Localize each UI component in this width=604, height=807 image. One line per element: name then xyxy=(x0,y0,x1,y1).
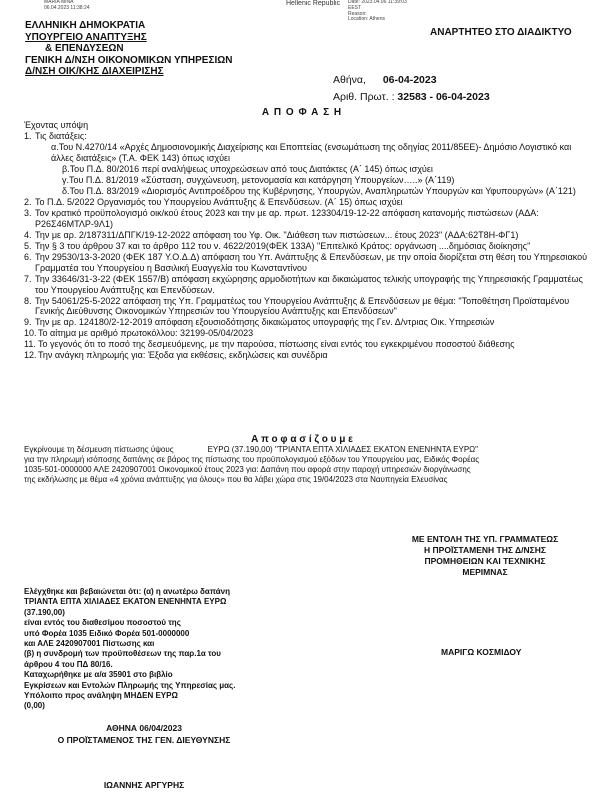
list-item: 2. Το Π.Δ. 5/2022 Οργανισμός του Υπουργείου Ανάπτυξης & Επενδύσεων. (Α΄ 15) όπως ισχύει xyxy=(24,196,403,207)
bottom-city-date: ΑΘΗΝΑ 06/04/2023 xyxy=(106,723,182,733)
verify-line: άρθρου 4 του ΠΔ 80/16. xyxy=(24,659,113,669)
decision-line: ΕΥΡΩ (37.190,00) "ΤΡΙΑΝΤΑ ΕΠΤΑ ΧΙΛΙΑΔΕΣ ΕΚΑΤΟΝ ΕΝΕΝΗΝΤΑ ΕΥΡΩ" xyxy=(207,445,478,454)
order-block xyxy=(380,534,590,578)
order-line: Η ΠΡΟΪΣΤΑΜΕΝΗ ΤΗΣ Δ/ΝΣΗΣ xyxy=(424,545,546,555)
list-item: 9. Την με αρ. 124180/2-12-2019 απόφαση εξουσιοδότησης δικαιώματος υπογραφής της Γεν. Δ/ντριας Οικ. Υπηρεσιών xyxy=(24,317,495,328)
verify-line: (0,00) xyxy=(24,701,45,711)
sub-item: α.Του Ν.4270/14 «Αρχές Δημοσιονομικής Διαχείρισης και Εποπτείας (ενσωμάτωση της οδηγίας 2011/85ΕΕ)- Δημόσιο Λογιστικό και άλλες διατάξεις» (Τ.Α. ΦΕΚ 143) όπως ισχύει xyxy=(51,141,572,163)
list-item: 10. Το αίτημα με αριθμό πρωτοκόλλου: 32199-05/04/2023 xyxy=(24,328,254,339)
signature-date: 06.04.2023 11:38:24 xyxy=(44,4,90,11)
verify-line: Εγκρίσεων και Εντολών Πληρωμής της Υπηρεσίας μας. xyxy=(24,680,236,690)
decision-line: για την πληρωμή ισόποσης δαπάνης σε βάρος της πίστωσης του προϋπολογισμού εξόδων του Υπουργείου μας, Ειδικός Φορέας xyxy=(24,455,480,464)
city: Αθήνα, xyxy=(333,74,366,86)
bottom-signer: ΙΩΑΝΝΗΣ ΑΡΓΥΡΗΣ xyxy=(103,780,185,790)
list-item: 12. Την ανάγκη πληρωμής για: Έξοδα για εκθέσεις, εκδηλώσεις και συνέδρια xyxy=(24,350,328,361)
decision-text xyxy=(24,445,479,485)
verify-line: (37.190,00) xyxy=(24,607,65,617)
bottom-role: Ο ΠΡΟΪΣΤΑΜΕΝΟΣ ΤΗΣ ΓΕΝ. ΔΙΕΥΘΥΝΣΗΣ xyxy=(57,735,231,745)
signature-stamp-left xyxy=(44,0,90,12)
list-item: 11. Το γεγονός ότι το ποσό της δεσμευόμενης, με την παρούσα, πίστωσης είναι εντός του εγκεκριμένου ποσοστού διάθεσης xyxy=(24,339,515,350)
decide-title: Α π ο φ α σ ί ζ ο υ μ ε xyxy=(251,434,353,445)
verify-line: ΤΡΙΑΝΤΑ ΕΠΤΑ ΧΙΛΙΑΔΕΣ ΕΚΑΤΟΝ ΕΝΕΝΗΝΤΑ ΕΥΡΩ xyxy=(24,597,227,607)
protocol-line xyxy=(333,91,490,104)
sub-item: γ.Του Π.Δ. 81/2019 «Σύσταση, συγχώνευση, μετονομασία και κατάργηση Υπουργείων…..» (Α΄119) xyxy=(62,174,455,185)
stamp-line: Reason: xyxy=(348,10,367,17)
intro-text: Έχοντας υπόψη xyxy=(24,120,89,130)
decision-line: Εγκρίνουμε τη δέσμευση πίστωσης ύψους xyxy=(24,445,174,454)
list-item: 3. Τον κρατικό προϋπολογισμό οικ/κού έτους 2023 και την με αρ. πρωτ. 123304/19-12-22 απόφαση κατανομής πιστώσεων (ΑΔΑ: Ρ26Σ46ΜΤΛΡ-9Λ1) xyxy=(24,207,539,229)
header-line: Δ/ΝΣΗ ΟΙΚ/ΚΗΣ ΔΙΑΧΕΙΡΙΣΗΣ xyxy=(25,66,164,77)
protocol-label: Αριθ. Πρωτ. : xyxy=(333,91,395,103)
list-item: 5. Την § 3 του άρθρου 37 και το άρθρο 112 του ν. 4622/2019(ΦΕΚ 133Α) "Επιτελικό Κράτος: οργάνωση ....δημόσιας διοίκησης" xyxy=(24,240,531,251)
list-item: 8. Την 54061/25-5-2022 απόφαση της Υπ. Γραμματέως του Υπουργείου Ανάπτυξης & Επενδύσεων με θέμα: "Τοποθέτηση Προϊσταμένου Γενικής Διεύθυνσης Οικονομικών Υπηρεσιών του Υπουργείου Ανάπτυξης και Επενδύσεων" xyxy=(24,295,570,317)
order-line: ΜΕΡΙΜΝΑΣ xyxy=(462,567,508,577)
ministry-header xyxy=(25,20,232,78)
order-line: ΜΕ ΕΝΤΟΛΗ ΤΗΣ ΥΠ. ΓΡΑΜΜΑΤΕΩΣ xyxy=(411,534,559,544)
verify-line: είναι εντός του διαθεσίμου ποσοστού της xyxy=(24,618,181,628)
signer-name: MARIA MINA xyxy=(44,0,74,5)
list-item: 7. Την 33646/31-3-22 (ΦΕΚ 1557/Β) απόφαση εκχώρησης αρμοδιοτήτων και δικαιώματος τελικής υπογραφής της Υπηρεσιακής Γραμματέως του Υπουργείου Ανάπτυξης και Επενδύσεων. xyxy=(24,273,583,295)
verify-line: Καταχωρήθηκε με α/α 35901 στο βιβλίο xyxy=(24,670,173,680)
stamp-line: Date: 2023.04.06 11:39:03 xyxy=(348,0,407,5)
signer-right: ΜΑΡΙΓΩ ΚΟΣΜΙΔΟΥ xyxy=(441,647,522,657)
list-item: 1. Τις διατάξεις: xyxy=(24,130,87,141)
decision-line: της εκδήλωσης με θέμα «4 χρόνια ανάπτυξης για όλους» που θα λάβει χώρα στις 19/04/2023 στα Ναυπηγεία Ελευσίνας xyxy=(24,475,448,484)
header-line: ΥΠΟΥΡΓΕΙΟ ΑΝΑΠΤΥΞΗΣ xyxy=(25,31,147,43)
list-item: 4. Την με αρ. 2/187311/ΔΠΓΚ/19-12-2022 απόφαση του Υφ. Οικ. "Διάθεση των πιστώσεων... έτους 2023" (ΑΔΑ:62Τ8Η-ΦΓ1) xyxy=(24,229,519,240)
verify-line: υπό Φορέα 1035 Ειδικό Φορέα 501-0000000 xyxy=(24,628,190,638)
verify-line: και ΑΛΕ 2420907001 Πίστωσης και xyxy=(24,639,155,649)
stamp-line: Location: Athens xyxy=(348,16,385,23)
city-date-line xyxy=(333,74,437,87)
header-line: ΕΛΛΗΝΙΚΗ ΔΗΜΟΚΡΑΤΙΑ xyxy=(25,20,146,31)
stamp-line: EEST xyxy=(348,4,362,11)
protocol-number: 32583 - 06-04-2023 xyxy=(397,91,490,103)
header-line: & ΕΠΕΝΔΥΣΕΩΝ xyxy=(45,43,124,54)
sub-item: β.Του Π.Δ. 80/2016 περί αναλήψεως υποχρεώσεων από τους Διατάκτες (Α΄ 145) όπως ισχύει xyxy=(62,163,433,174)
list-item: 6. Την 29530/13-3-2020 (ΦΕΚ 187 Υ.Ο.Δ.Δ) απόφαση του Υπ. Ανάπτυξης & Επενδύσεων, με την οποία διορίζεται στη θέση του Υπηρεσιακού Γραμματέα του Υπουργείου η Βασιλική Ευαγγελία του Κωνσταντίνου xyxy=(24,251,588,273)
verify-line: Υπόλοιπο προς ανάληψη ΜΗΔΕΝ ΕΥΡΩ xyxy=(24,691,178,701)
verify-line: (β) η συνδρομή των προϋποθέσεων της παρ.1α του xyxy=(24,649,221,659)
sub-item: δ.Του Π.Δ. 83/2019 «Διορισμός Αντιπροέδρου της Κυβέρνησης, Υπουργών, Αναπληρωτών Υπουργών και Υφυπουργών» (Α΄121) xyxy=(62,185,576,196)
signature-stamp-center: Hellenic Republic xyxy=(286,0,341,7)
posted-label: ΑΝΑΡΤΗΤΕΟ ΣΤΟ ΔΙΑΔΙΚΤΥΟ xyxy=(430,27,572,38)
order-line: ΠΡΟΜΗΘΕΙΩΝ ΚΑΙ ΤΕΧΝΙΚΗΣ xyxy=(424,556,546,566)
decision-title: Α Π Ο Φ Α Σ Η xyxy=(261,107,343,118)
considerations xyxy=(24,120,592,361)
header-line: ΓΕΝΙΚΗ Δ/ΝΣΗ ΟΙΚΟΝΟΜΙΚΩΝ ΥΠΗΡΕΣΙΩΝ xyxy=(25,54,233,66)
signature-stamp-right xyxy=(348,0,407,23)
document-date: 06-04-2023 xyxy=(382,74,437,86)
decision-line: 1035-501-0000000 ΑΛΕ 2420907001 Οικονομικού έτους 2023 για: Δαπάνη που αφορά στην παροχή υπηρεσιών διοργάνωσης xyxy=(24,465,471,474)
verify-line: Ελέγχθηκε και βεβαιώνεται ότι: (α) η ανωτέρω δαπάνη xyxy=(24,587,230,596)
verification-block xyxy=(24,587,235,712)
